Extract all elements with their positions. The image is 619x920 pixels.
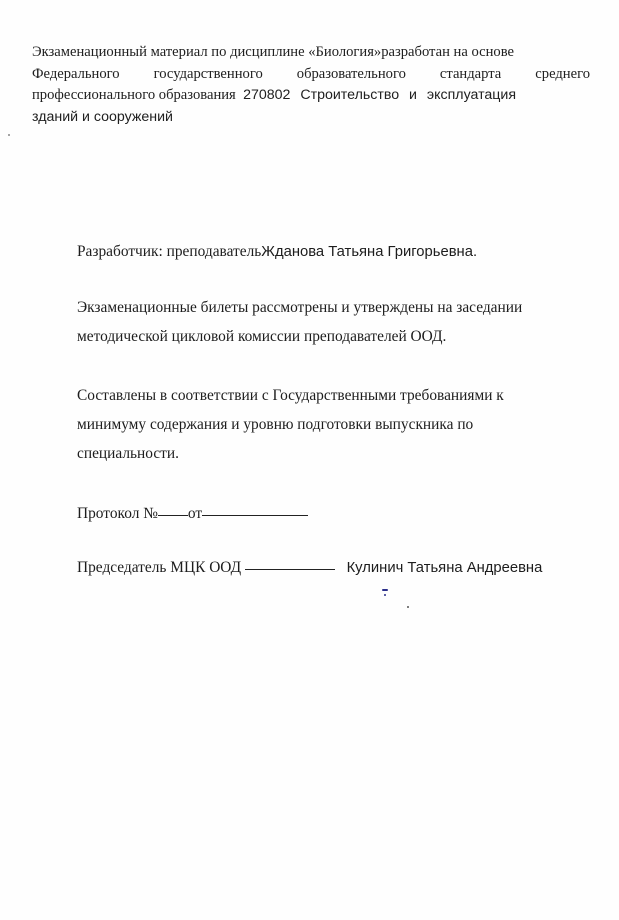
intro-line-2: Федерального государственного образовательного стандарта среднего bbox=[32, 65, 590, 82]
intro-line-1: Экзаменационный материал по дисциплине «Биология»разработан на основе bbox=[32, 44, 515, 60]
scan-speck bbox=[407, 606, 409, 608]
protocol-label: Протокол № bbox=[77, 505, 158, 522]
compliance-line-1: Составлены в соответствии с Государственными требованиями к bbox=[77, 387, 504, 404]
approval-line-2: методической цикловой комиссии преподавателей ООД. bbox=[77, 328, 447, 345]
chairman-signature-blank bbox=[245, 568, 335, 570]
developer-name: Жданова Татьяна Григорьевна. bbox=[261, 244, 478, 260]
intro-line-4: зданий и сооружений bbox=[32, 108, 173, 125]
ink-mark bbox=[384, 594, 386, 596]
chairman-label: Председатель МЦК ООД bbox=[77, 559, 242, 576]
scan-speck bbox=[8, 134, 10, 136]
protocol-from: от bbox=[187, 505, 203, 522]
compliance-line-3: специальности. bbox=[77, 445, 179, 462]
ink-mark bbox=[382, 589, 388, 591]
approval-paragraph bbox=[77, 293, 577, 351]
chairman-name: Кулинич Татьяна Андреевна bbox=[346, 560, 543, 576]
developer-line bbox=[77, 237, 577, 267]
intro-paragraph bbox=[32, 42, 590, 128]
intro-line-3-end: 270802 Строительство и эксплуатация bbox=[243, 87, 517, 103]
chairman-line bbox=[77, 553, 577, 583]
protocol-number-blank bbox=[158, 514, 188, 516]
protocol-line bbox=[77, 499, 577, 528]
approval-line-1: Экзаменационные билеты рассмотрены и утверждены на заседании bbox=[77, 299, 523, 316]
intro-line-3 bbox=[32, 85, 590, 107]
intro-line-3-start: профессионального образования bbox=[32, 87, 236, 103]
compliance-paragraph bbox=[77, 381, 577, 468]
developer-label: Разработчик: преподаватель bbox=[77, 243, 262, 260]
protocol-date-blank bbox=[202, 514, 308, 516]
compliance-line-2: минимуму содержания и уровню подготовки выпускника по bbox=[77, 416, 474, 433]
